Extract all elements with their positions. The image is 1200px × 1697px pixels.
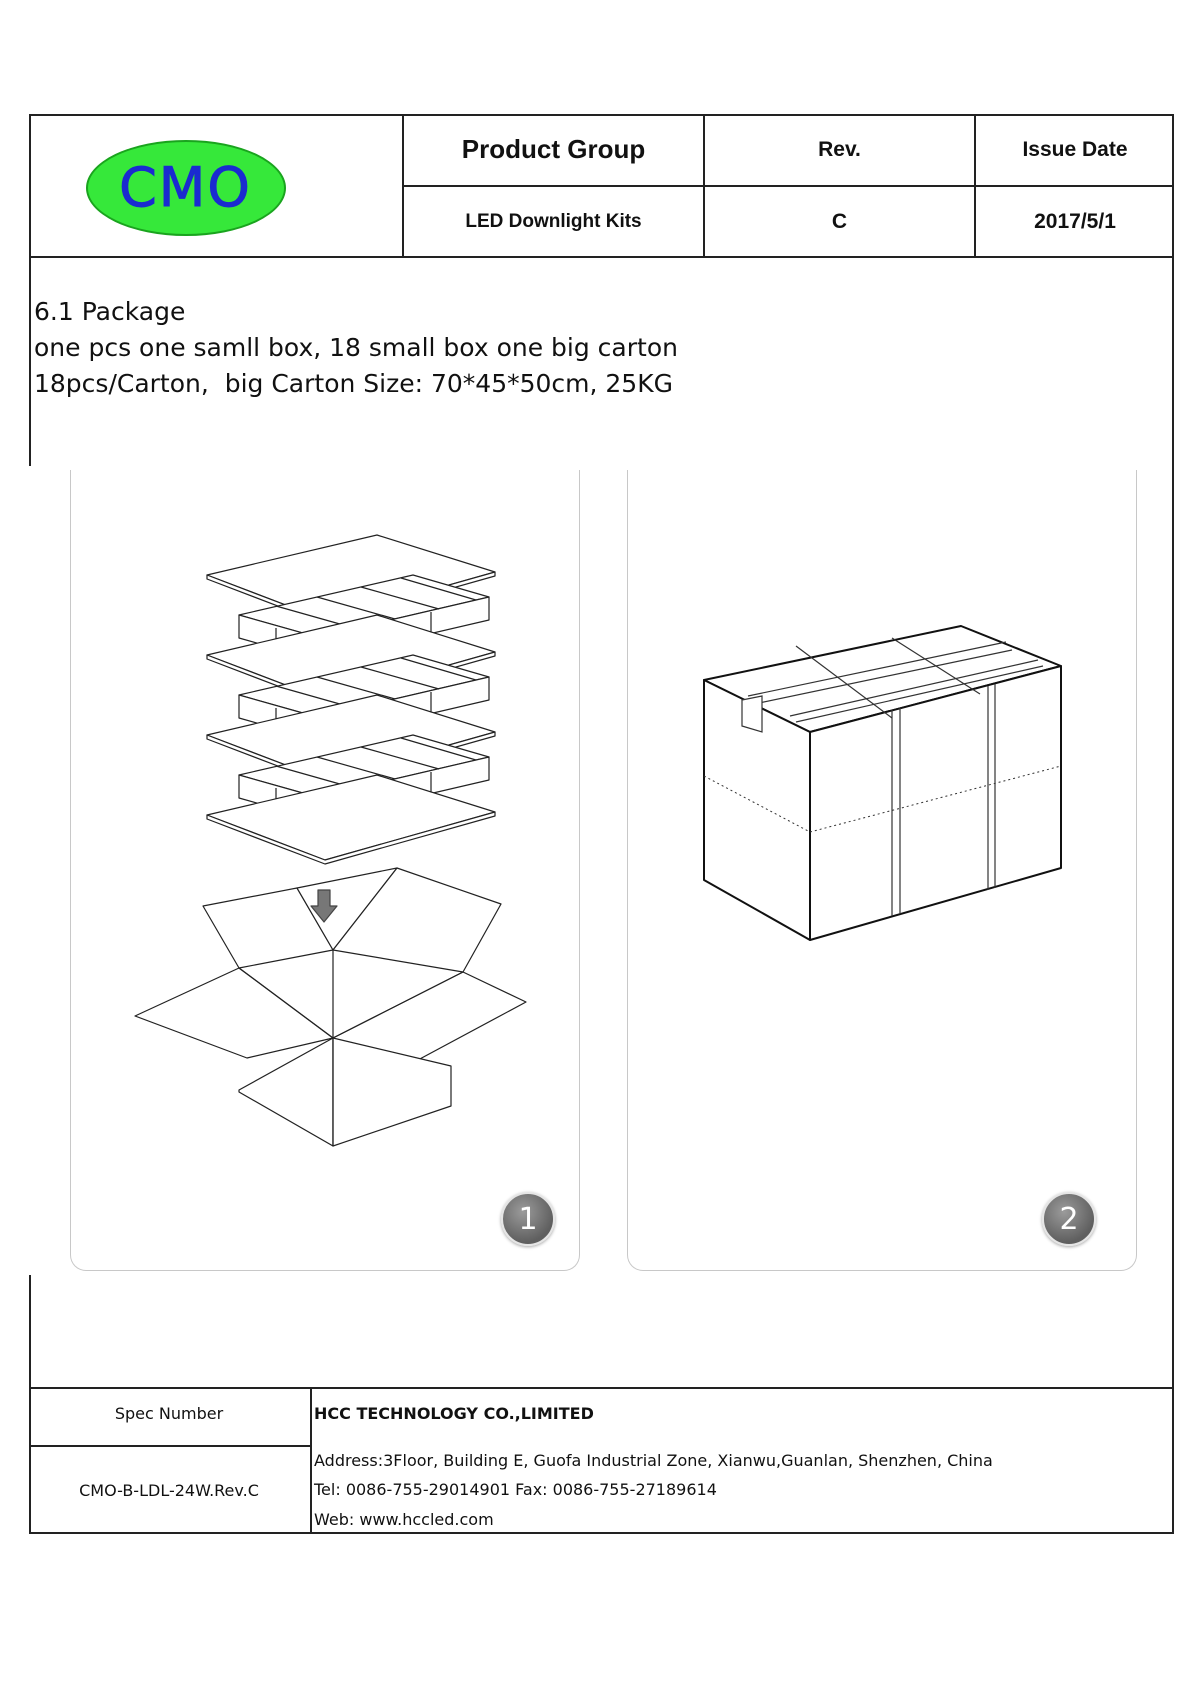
step-number-1: 1 [518,1201,538,1237]
step-badge-1 [501,1192,555,1246]
footer-table [29,1387,1174,1534]
header-table [29,114,1174,258]
packing-line: one pcs one samll box, 18 small box one big carton [34,333,678,362]
carton-label [742,696,762,732]
step-badge-2 [1042,1192,1096,1246]
issue-date-value: 2017/5/1 [1034,209,1116,233]
step-number-2: 2 [1059,1201,1079,1237]
rev-value: C [831,209,848,233]
logo-text: CMO [119,156,252,219]
cmo-logo [86,140,286,236]
figure-panel-step-2 [627,470,1137,1271]
spec-number-value: CMO-B-LDL-24W.Rev.C [79,1481,259,1500]
rev-label: Rev. [818,137,861,161]
package-description [34,294,678,402]
logo-cell [29,114,402,258]
exploded-packing-illustration [71,470,579,1270]
company-web: Web: www.hccled.com [314,1510,494,1529]
company-name: HCC TECHNOLOGY CO.,LIMITED [314,1404,594,1423]
section-heading: 6.1 Package [34,297,186,326]
company-address: Address:3Floor, Building E, Guofa Industrial Zone, Xianwu,Guanlan, Shenzhen, China [314,1451,993,1470]
company-tel-fax: Tel: 0086-755-29014901 Fax: 0086-755-27189614 [314,1480,717,1499]
issue-date-label: Issue Date [1022,137,1128,161]
spec-number-label: Spec Number [114,1404,224,1423]
sealed-carton-illustration [628,470,1136,1270]
carton-spec-line: 18pcs/Carton, big Carton Size: 70*45*50cm, 25KG [34,369,673,398]
product-group-value: LED Downlight Kits [465,210,642,232]
figure-panel-step-1 [70,470,580,1271]
product-group-label: Product Group [461,134,646,164]
